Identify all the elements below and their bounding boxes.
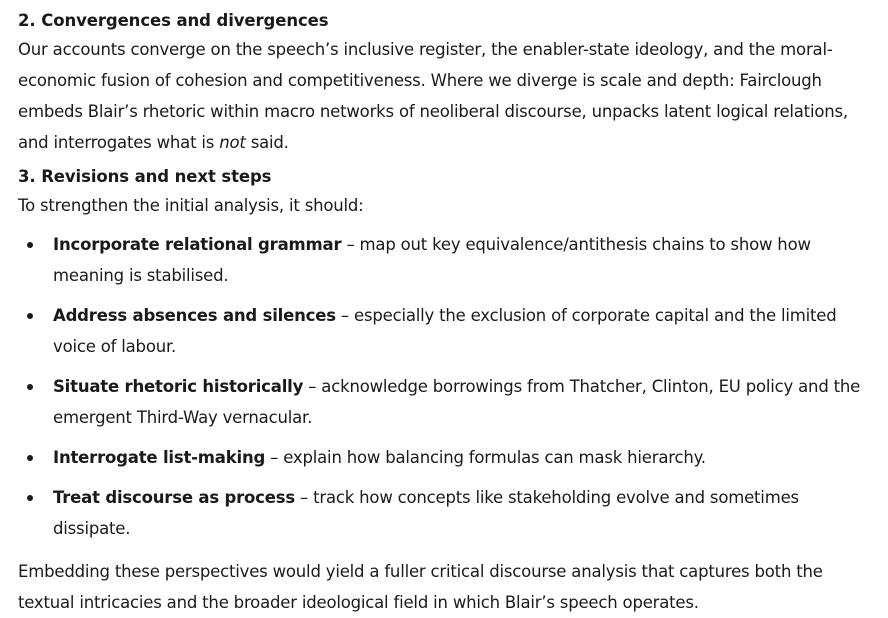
list-item bbox=[18, 229, 878, 291]
list-item-text: – acknowledge borrowings from Thatcher, Clinton, EU policy and the emergent Third-Way vernacular. bbox=[53, 377, 861, 427]
section-2-text-start: Our accounts converge on the speech’s inclusive register, the enabler-state ideology, and the moral-economic fusion of cohesion and competitiveness. Where we diverge is scale and depth: Fairclough embeds Blair’s rhetoric within macro networks of neoliberal discourse, unpacks latent logical relations, and interrogates what is bbox=[18, 40, 848, 152]
section-3-heading: 3. Revisions and next steps bbox=[18, 167, 272, 186]
list-item-title: Incorporate relational grammar bbox=[53, 235, 342, 254]
document-body bbox=[18, 8, 878, 618]
list-item-text: – map out key equivalence/antithesis chains to show how meaning is stabilised. bbox=[53, 235, 811, 285]
list-item bbox=[18, 442, 878, 473]
list-item bbox=[18, 482, 878, 544]
list-item bbox=[18, 371, 878, 433]
revision-list bbox=[18, 229, 878, 544]
closing-paragraph: Embedding these perspectives would yield a fuller critical discourse analysis that captures both the textual intricacies and the broader ideological field in which Blair’s speech operates. bbox=[18, 562, 823, 612]
section-2-text-end: said. bbox=[245, 133, 289, 152]
list-item-title: Treat discourse as process bbox=[53, 488, 295, 507]
section-3-intro: To strengthen the initial analysis, it should: bbox=[18, 196, 364, 215]
bullet-icon bbox=[27, 495, 33, 501]
section-2-heading: 2. Convergences and divergences bbox=[18, 11, 329, 30]
section-2-paragraph bbox=[18, 34, 878, 158]
list-item bbox=[18, 300, 878, 362]
section-2-emphasis: not bbox=[219, 133, 246, 152]
list-item-title: Interrogate list-making bbox=[53, 448, 266, 467]
bullet-icon bbox=[27, 455, 33, 461]
bullet-icon bbox=[27, 242, 33, 248]
list-item-text: – track how concepts like stakeholding evolve and sometimes dissipate. bbox=[53, 488, 799, 538]
list-item-title: Address absences and silences bbox=[53, 306, 336, 325]
list-item-title: Situate rhetoric historically bbox=[53, 377, 304, 396]
list-item-text: – explain how balancing formulas can mask hierarchy. bbox=[265, 448, 706, 467]
list-item-text: – especially the exclusion of corporate capital and the limited voice of labour. bbox=[53, 306, 837, 356]
bullet-icon bbox=[27, 384, 33, 390]
bullet-icon bbox=[27, 313, 33, 319]
